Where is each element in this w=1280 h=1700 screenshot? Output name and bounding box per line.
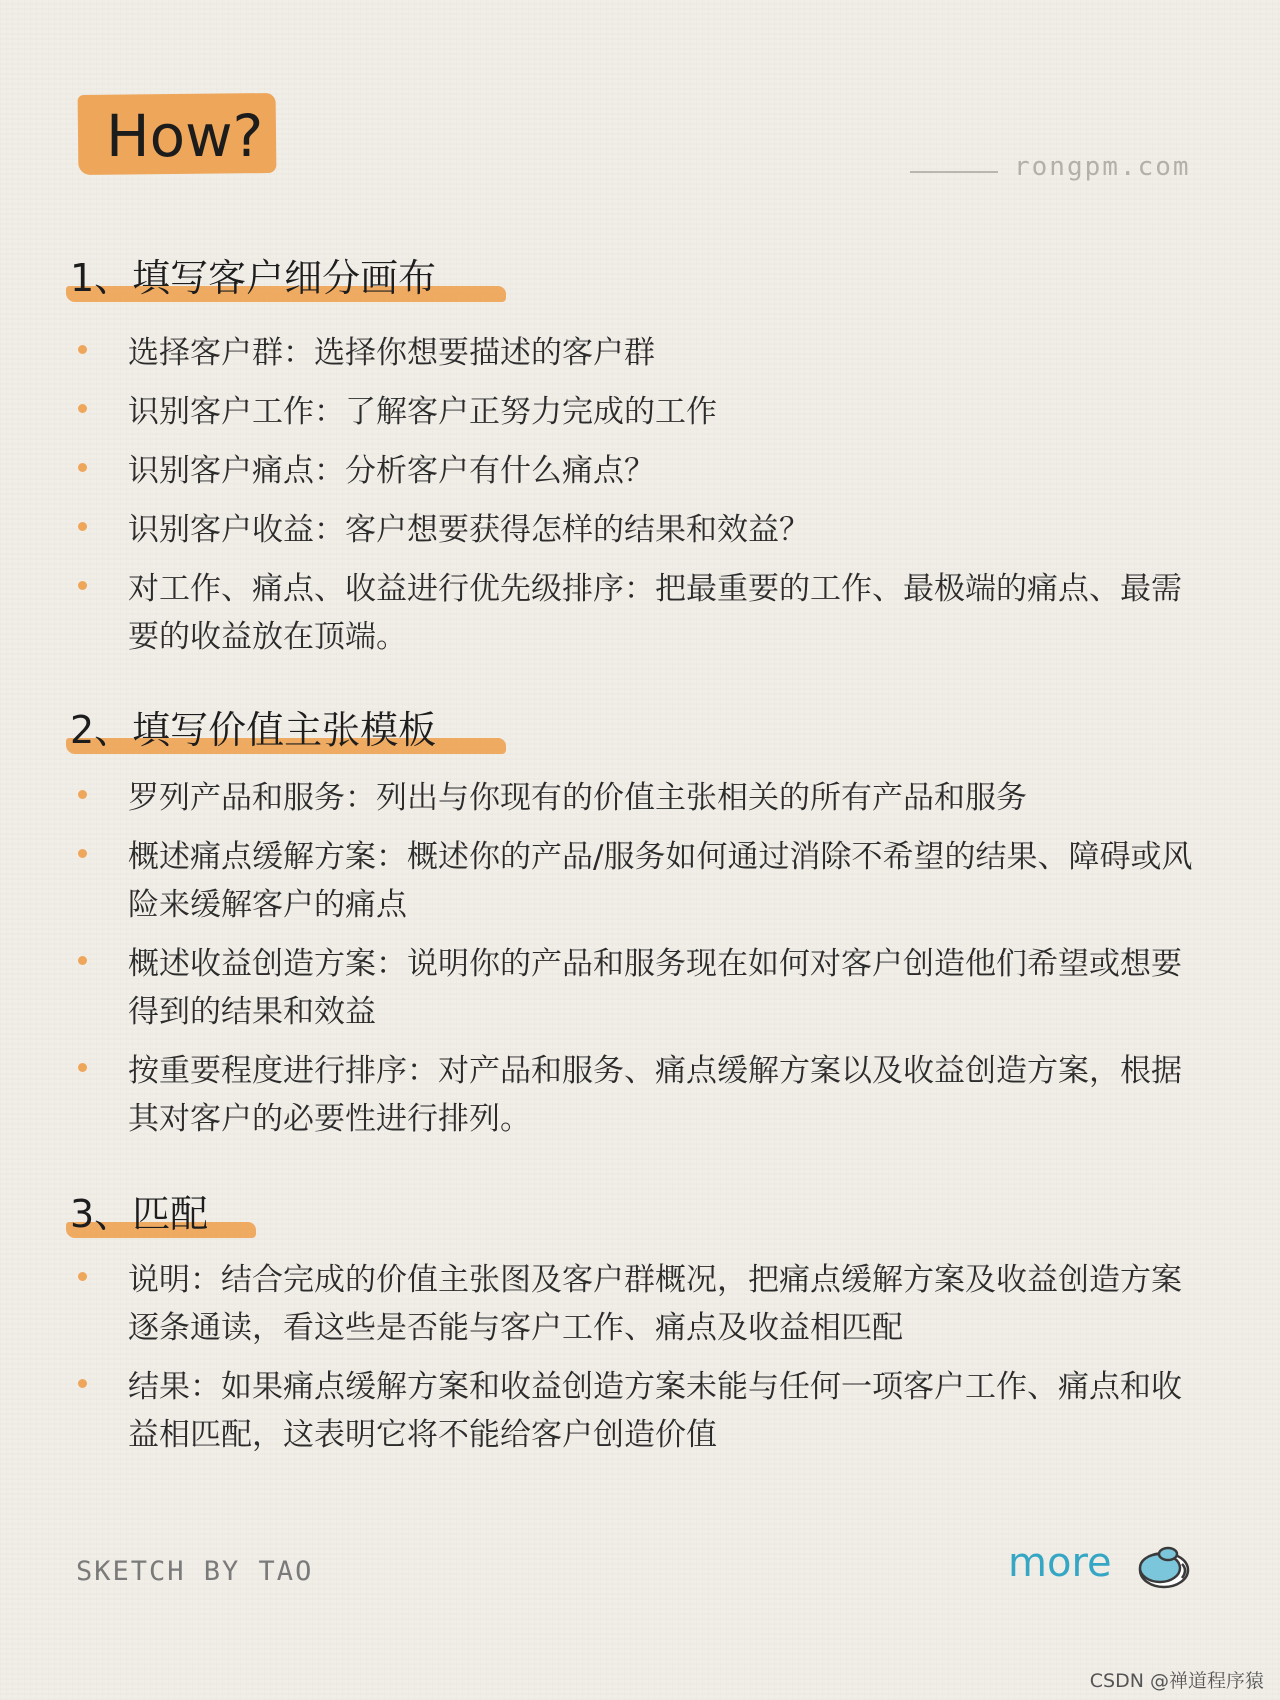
list-item: 概述痛点缓解方案：概述你的产品/服务如何通过消除不希望的结果、障碍或风险来缓解客户的痛点 [0, 833, 1280, 929]
bullet-icon [78, 790, 87, 799]
section-1-title: 1、填写客户细分画布 [70, 256, 437, 300]
list-item: 识别客户痛点：分析客户有什么痛点？ [0, 447, 1280, 495]
more-link[interactable]: more [1008, 1540, 1112, 1586]
list-item: 对工作、痛点、收益进行优先级排序：把最重要的工作、最极端的痛点、最需要的收益放在顶端。 [0, 565, 1280, 661]
section-3-list [0, 1256, 1280, 1470]
list-item: 按重要程度进行排序：对产品和服务、痛点缓解方案以及收益创造方案，根据其对客户的必要性进行排列。 [0, 1047, 1280, 1143]
bullet-icon [78, 522, 87, 531]
section-3-title: 3、匹配 [70, 1192, 209, 1236]
list-item: 罗列产品和服务：列出与你现有的价值主张相关的所有产品和服务 [0, 774, 1280, 822]
list-item: 识别客户工作：了解客户正努力完成的工作 [0, 388, 1280, 436]
bullet-icon [78, 404, 87, 413]
list-item: 结果：如果痛点缓解方案和收益创造方案未能与任何一项客户工作、痛点和收益相匹配，这表明它将不能给客户创造价值 [0, 1363, 1280, 1459]
bullet-icon [78, 849, 87, 858]
bullet-icon [78, 345, 87, 354]
sketch-credit: SKETCH BY TAO [76, 1556, 314, 1587]
section-2-list [0, 774, 1280, 1154]
bullet-icon [78, 1379, 87, 1388]
list-item: 选择客户群：选择你想要描述的客户群 [0, 329, 1280, 377]
bullet-icon [78, 1272, 87, 1281]
section-1-list [0, 329, 1280, 672]
list-item: 识别客户收益：客户想要获得怎样的结果和效益？ [0, 506, 1280, 554]
csdn-watermark: CSDN @禅道程序猿 [1089, 1670, 1264, 1692]
bullet-icon [78, 581, 87, 590]
section-2-title: 2、填写价值主张模板 [70, 708, 437, 752]
site-url: rongpm.com [1014, 152, 1191, 182]
page-title: How? [106, 102, 264, 170]
list-item: 概述收益创造方案：说明你的产品和服务现在如何对客户创造他们希望或想要得到的结果和效益 [0, 940, 1280, 1036]
bullet-icon [78, 1063, 87, 1072]
bullet-icon [78, 463, 87, 472]
bullet-icon [78, 956, 87, 965]
list-item: 说明：结合完成的价值主张图及客户群概况，把痛点缓解方案及收益创造方案逐条通读，看这些是否能与客户工作、痛点及收益相匹配 [0, 1256, 1280, 1352]
cloud-icon[interactable] [1132, 1540, 1192, 1592]
site-divider [910, 171, 998, 173]
